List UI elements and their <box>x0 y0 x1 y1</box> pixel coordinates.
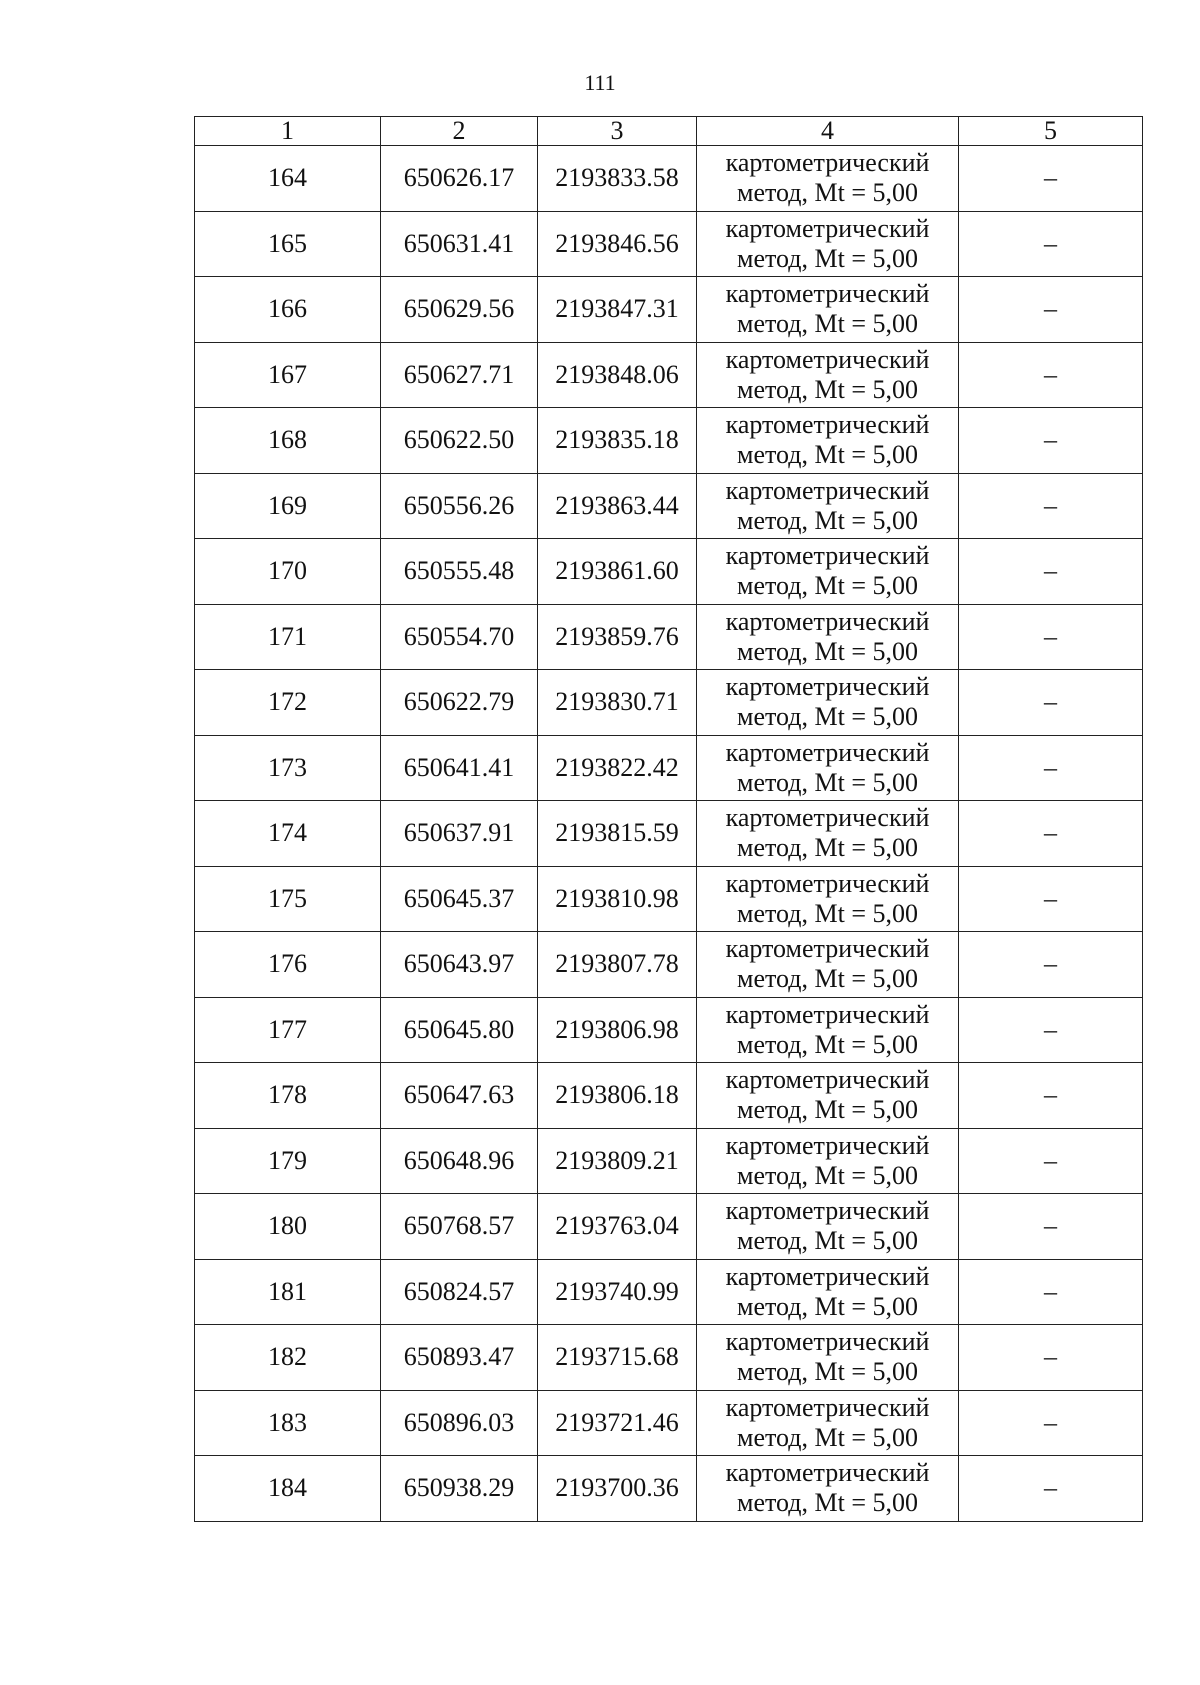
x-coordinate-cell: 650622.79 <box>381 670 538 736</box>
method-cell <box>697 604 959 670</box>
note-cell: – <box>959 997 1143 1063</box>
table-row <box>195 146 1143 212</box>
method-line-1: картометрический <box>725 344 930 374</box>
point-number-cell: 165 <box>195 211 381 277</box>
method-line-1: картометрический <box>725 934 930 964</box>
method-line-2: метод, Mt = 5,00 <box>737 178 918 208</box>
note-cell: – <box>959 1456 1143 1522</box>
note-cell: – <box>959 670 1143 736</box>
x-coordinate-cell: 650554.70 <box>381 604 538 670</box>
method-cell <box>697 1194 959 1260</box>
method-line-2: метод, Mt = 5,00 <box>737 505 918 535</box>
method-cell <box>697 342 959 408</box>
point-number-cell: 171 <box>195 604 381 670</box>
point-number-cell: 184 <box>195 1456 381 1522</box>
method-line-1: картометрический <box>725 1261 930 1291</box>
point-number-cell: 181 <box>195 1259 381 1325</box>
method-cell <box>697 1390 959 1456</box>
coordinates-table <box>194 116 1143 1522</box>
header-col-2: 2 <box>381 117 538 146</box>
table-row <box>195 1128 1143 1194</box>
note-cell: – <box>959 146 1143 212</box>
method-line-1: картометрический <box>725 606 930 636</box>
point-number-cell: 183 <box>195 1390 381 1456</box>
method-line-2: метод, Mt = 5,00 <box>737 636 918 666</box>
point-number-cell: 170 <box>195 539 381 605</box>
point-number-cell: 177 <box>195 997 381 1063</box>
method-line-1: картометрический <box>725 803 930 833</box>
point-number-cell: 164 <box>195 146 381 212</box>
method-cell <box>697 997 959 1063</box>
method-line-1: картометрический <box>725 213 930 243</box>
method-line-1: картометрический <box>725 1196 930 1226</box>
point-number-cell: 180 <box>195 1194 381 1260</box>
table-row <box>195 1063 1143 1129</box>
x-coordinate-cell: 650627.71 <box>381 342 538 408</box>
method-cell <box>697 1456 959 1522</box>
note-cell: – <box>959 473 1143 539</box>
point-number-cell: 176 <box>195 932 381 998</box>
table-row <box>195 801 1143 867</box>
x-coordinate-cell: 650896.03 <box>381 1390 538 1456</box>
method-cell <box>697 539 959 605</box>
point-number-cell: 169 <box>195 473 381 539</box>
table-row <box>195 932 1143 998</box>
table-row <box>195 277 1143 343</box>
method-line-2: метод, Mt = 5,00 <box>737 243 918 273</box>
note-cell: – <box>959 539 1143 605</box>
header-col-5: 5 <box>959 117 1143 146</box>
y-coordinate-cell: 2193822.42 <box>538 735 697 801</box>
method-cell <box>697 866 959 932</box>
table-row <box>195 1456 1143 1522</box>
y-coordinate-cell: 2193807.78 <box>538 932 697 998</box>
y-coordinate-cell: 2193861.60 <box>538 539 697 605</box>
x-coordinate-cell: 650824.57 <box>381 1259 538 1325</box>
method-line-1: картометрический <box>725 868 930 898</box>
x-coordinate-cell: 650645.80 <box>381 997 538 1063</box>
y-coordinate-cell: 2193863.44 <box>538 473 697 539</box>
method-line-1: картометрический <box>725 672 930 702</box>
y-coordinate-cell: 2193763.04 <box>538 1194 697 1260</box>
method-line-2: метод, Mt = 5,00 <box>737 767 918 797</box>
table-row <box>195 408 1143 474</box>
x-coordinate-cell: 650626.17 <box>381 146 538 212</box>
method-line-1: картометрический <box>725 1392 930 1422</box>
point-number-cell: 172 <box>195 670 381 736</box>
table-row <box>195 211 1143 277</box>
x-coordinate-cell: 650645.37 <box>381 866 538 932</box>
method-line-1: картометрический <box>725 541 930 571</box>
method-cell <box>697 1128 959 1194</box>
note-cell: – <box>959 277 1143 343</box>
table-row <box>195 1194 1143 1260</box>
method-cell <box>697 408 959 474</box>
method-line-1: картометрический <box>725 737 930 767</box>
y-coordinate-cell: 2193847.31 <box>538 277 697 343</box>
method-line-2: метод, Mt = 5,00 <box>737 1488 918 1518</box>
note-cell: – <box>959 735 1143 801</box>
point-number-cell: 167 <box>195 342 381 408</box>
method-line-2: метод, Mt = 5,00 <box>737 1095 918 1125</box>
table-row <box>195 473 1143 539</box>
method-line-2: метод, Mt = 5,00 <box>737 440 918 470</box>
method-line-2: метод, Mt = 5,00 <box>737 1226 918 1256</box>
method-line-2: метод, Mt = 5,00 <box>737 571 918 601</box>
point-number-cell: 173 <box>195 735 381 801</box>
y-coordinate-cell: 2193721.46 <box>538 1390 697 1456</box>
method-line-2: метод, Mt = 5,00 <box>737 898 918 928</box>
table-row <box>195 866 1143 932</box>
y-coordinate-cell: 2193809.21 <box>538 1128 697 1194</box>
method-line-2: метод, Mt = 5,00 <box>737 702 918 732</box>
y-coordinate-cell: 2193700.36 <box>538 1456 697 1522</box>
method-cell <box>697 801 959 867</box>
point-number-cell: 168 <box>195 408 381 474</box>
x-coordinate-cell: 650938.29 <box>381 1456 538 1522</box>
header-col-3: 3 <box>538 117 697 146</box>
method-line-1: картометрический <box>725 410 930 440</box>
table-row <box>195 1325 1143 1391</box>
point-number-cell: 166 <box>195 277 381 343</box>
method-line-1: картометрический <box>725 148 930 178</box>
table-row <box>195 997 1143 1063</box>
x-coordinate-cell: 650648.96 <box>381 1128 538 1194</box>
method-line-2: метод, Mt = 5,00 <box>737 964 918 994</box>
y-coordinate-cell: 2193815.59 <box>538 801 697 867</box>
method-line-2: метод, Mt = 5,00 <box>737 1357 918 1387</box>
table-row <box>195 342 1143 408</box>
method-cell <box>697 670 959 736</box>
method-cell <box>697 932 959 998</box>
note-cell: – <box>959 866 1143 932</box>
y-coordinate-cell: 2193806.98 <box>538 997 697 1063</box>
method-line-1: картометрический <box>725 1130 930 1160</box>
note-cell: – <box>959 1259 1143 1325</box>
y-coordinate-cell: 2193846.56 <box>538 211 697 277</box>
page-number: 111 <box>584 70 616 95</box>
method-line-2: метод, Mt = 5,00 <box>737 374 918 404</box>
method-line-2: метод, Mt = 5,00 <box>737 833 918 863</box>
method-cell <box>697 1063 959 1129</box>
note-cell: – <box>959 604 1143 670</box>
table-row <box>195 1390 1143 1456</box>
method-cell <box>697 1325 959 1391</box>
method-cell <box>697 735 959 801</box>
note-cell: – <box>959 1390 1143 1456</box>
y-coordinate-cell: 2193806.18 <box>538 1063 697 1129</box>
point-number-cell: 179 <box>195 1128 381 1194</box>
x-coordinate-cell: 650556.26 <box>381 473 538 539</box>
table-row <box>195 735 1143 801</box>
y-coordinate-cell: 2193810.98 <box>538 866 697 932</box>
method-line-1: картометрический <box>725 475 930 505</box>
note-cell: – <box>959 342 1143 408</box>
method-cell <box>697 1259 959 1325</box>
point-number-cell: 175 <box>195 866 381 932</box>
table-header <box>195 117 1143 146</box>
y-coordinate-cell: 2193835.18 <box>538 408 697 474</box>
note-cell: – <box>959 1128 1143 1194</box>
note-cell: – <box>959 211 1143 277</box>
note-cell: – <box>959 1194 1143 1260</box>
point-number-cell: 182 <box>195 1325 381 1391</box>
x-coordinate-cell: 650555.48 <box>381 539 538 605</box>
method-line-1: картометрический <box>725 279 930 309</box>
y-coordinate-cell: 2193833.58 <box>538 146 697 212</box>
method-line-2: метод, Mt = 5,00 <box>737 1422 918 1452</box>
method-line-2: метод, Mt = 5,00 <box>737 309 918 339</box>
note-cell: – <box>959 801 1143 867</box>
header-col-1: 1 <box>195 117 381 146</box>
y-coordinate-cell: 2193715.68 <box>538 1325 697 1391</box>
method-cell <box>697 146 959 212</box>
method-line-1: картометрический <box>725 1327 930 1357</box>
point-number-cell: 178 <box>195 1063 381 1129</box>
method-cell <box>697 277 959 343</box>
x-coordinate-cell: 650893.47 <box>381 1325 538 1391</box>
x-coordinate-cell: 650647.63 <box>381 1063 538 1129</box>
header-col-4: 4 <box>697 117 959 146</box>
table-row <box>195 670 1143 736</box>
method-cell <box>697 473 959 539</box>
table-row <box>195 1259 1143 1325</box>
table-row <box>195 539 1143 605</box>
point-number-cell: 174 <box>195 801 381 867</box>
table-body <box>195 146 1143 1522</box>
x-coordinate-cell: 650622.50 <box>381 408 538 474</box>
method-line-1: картометрический <box>725 999 930 1029</box>
note-cell: – <box>959 1325 1143 1391</box>
table-row <box>195 604 1143 670</box>
method-line-2: метод, Mt = 5,00 <box>737 1160 918 1190</box>
method-line-1: картометрический <box>725 1065 930 1095</box>
y-coordinate-cell: 2193848.06 <box>538 342 697 408</box>
method-line-1: картометрический <box>725 1458 930 1488</box>
y-coordinate-cell: 2193859.76 <box>538 604 697 670</box>
header-row <box>195 117 1143 146</box>
y-coordinate-cell: 2193740.99 <box>538 1259 697 1325</box>
note-cell: – <box>959 932 1143 998</box>
method-line-2: метод, Mt = 5,00 <box>737 1029 918 1059</box>
x-coordinate-cell: 650643.97 <box>381 932 538 998</box>
x-coordinate-cell: 650641.41 <box>381 735 538 801</box>
x-coordinate-cell: 650631.41 <box>381 211 538 277</box>
x-coordinate-cell: 650629.56 <box>381 277 538 343</box>
y-coordinate-cell: 2193830.71 <box>538 670 697 736</box>
method-line-2: метод, Mt = 5,00 <box>737 1291 918 1321</box>
note-cell: – <box>959 1063 1143 1129</box>
x-coordinate-cell: 650768.57 <box>381 1194 538 1260</box>
method-cell <box>697 211 959 277</box>
note-cell: – <box>959 408 1143 474</box>
x-coordinate-cell: 650637.91 <box>381 801 538 867</box>
